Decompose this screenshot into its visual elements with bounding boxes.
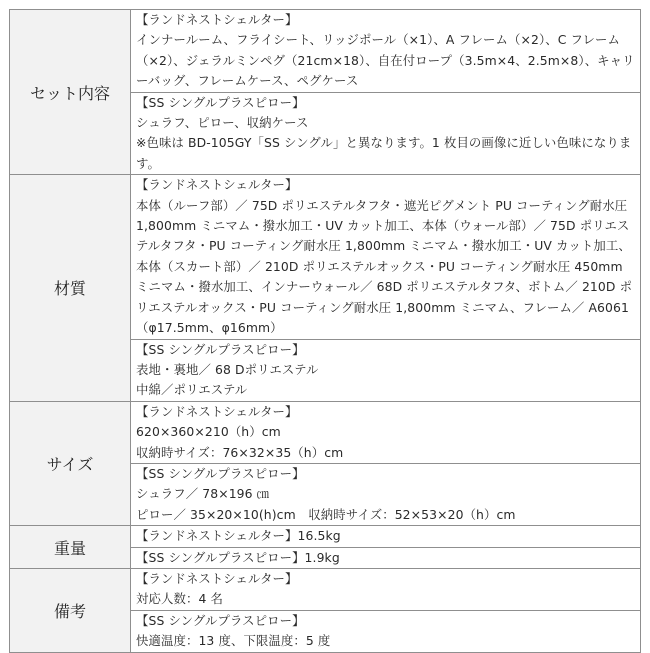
notes-sleeping-bag-cell: 【SS シングルプラスピロー】 快適温度：13 度、下限温度：5 度: [131, 610, 641, 652]
row-label-size: サイズ: [10, 401, 131, 525]
set-contents-sleeping-bag-cell: 【SS シングルプラスピロー】 シュラフ、ピロー、収納ケース ※色味は BD-105GY「SS シングル」と異なります。1 枚目の画像に近しい色味になります。: [131, 92, 641, 175]
table-row-set-contents: [10, 10, 641, 93]
size-shelter-cell: 【ランドネストシェルター】 620×360×210（h）cm 収納時サイズ：76×32×35（h）cm: [131, 401, 641, 463]
spec-table: [9, 9, 641, 653]
row-label-material: 材質: [10, 175, 131, 401]
table-row-weight: [10, 526, 641, 547]
row-label-notes: 備考: [10, 568, 131, 652]
table-row-material: [10, 175, 641, 339]
material-shelter-cell: 【ランドネストシェルター】 本体（ルーフ部）／ 75D ポリエステルタフタ・遮光ピグメント PU コーティング耐水圧 1,800mm ミニマム・撥水加工・UV カット加工、本体（ウォール部）／ 75D ポリエステルタフタ・PU コーティング耐水圧 1,800mm ミニマム・撥水加工・UV カット加工、本体（スカート部）／ 210D ポリエステルオックス・PU コーティング耐水圧 450mm ミニマム・撥水加工、インナーウォール／ 68D ポリエステルタフタ、ボトム／ 210D ポリエステルオックス・PU コーティング耐水圧 1,800mm ミニマム、フレーム／ A6061（φ17.5mm、φ16mm）: [131, 175, 641, 339]
set-contents-shelter-cell: 【ランドネストシェルター】 インナールーム、フライシート、リッジポール（×1）、A フレーム（×2）、C フレーム（×2）、ジェラルミンペグ（21cm×18）、自在付ロープ（3.5m×4、2.5m×8）、キャリーバッグ、フレームケース、ペグケース: [131, 10, 641, 93]
material-sleeping-bag-cell: 【SS シングルプラスピロー】 表地・裏地／ 68 Dポリエステル 中綿／ポリエステル: [131, 339, 641, 401]
table-row-notes: [10, 568, 641, 610]
weight-shelter-cell: 【ランドネストシェルター】16.5kg: [131, 526, 641, 547]
row-label-set-contents: セット内容: [10, 10, 131, 175]
weight-sleeping-bag-cell: 【SS シングルプラスピロー】1.9kg: [131, 547, 641, 568]
table-row-size: [10, 401, 641, 463]
size-sleeping-bag-cell: 【SS シングルプラスピロー】 シュラフ／ 78×196 ㎝ ピロー／ 35×20×10(h)cm 収納時サイズ：52×53×20（h）cm: [131, 463, 641, 525]
row-label-weight: 重量: [10, 526, 131, 569]
notes-shelter-cell: 【ランドネストシェルター】 対応人数：4 名: [131, 568, 641, 610]
